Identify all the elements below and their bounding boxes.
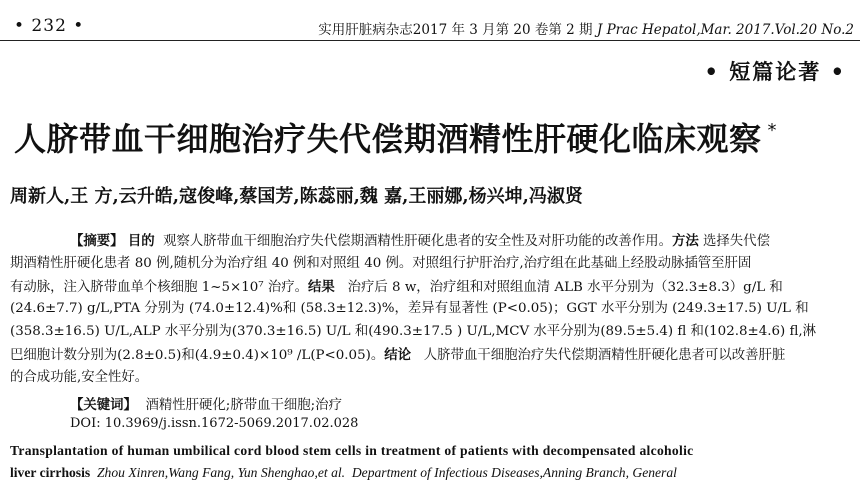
title-footnote-mark: * xyxy=(767,120,778,141)
doi: DOI: 10.3969/j.issn.1672-5069.2017.02.028 xyxy=(70,416,359,431)
results-heading: 结果 xyxy=(308,278,335,295)
objective-heading: 目的 xyxy=(127,233,155,249)
abstract xyxy=(10,230,850,390)
journal-en: J Prac Hepatol,Mar. 2017.Vol.20 No.2 xyxy=(596,22,854,38)
title-text: 人脐带血干细胞治疗失代偿期酒精性肝硬化临床观察 xyxy=(14,120,762,158)
section-label: • 短篇论著 • xyxy=(704,59,846,84)
journal-info xyxy=(318,18,854,38)
keywords-text: 酒精性肝硬化;脐带血干细胞;治疗 xyxy=(145,398,342,413)
results-text-start: 治疗后 8 w，治疗组和对照组血清 ALB 水平分别为（32.3±8.3）g/L 和 xyxy=(347,279,783,295)
english-authors: Zhou Xinren,Wang Fang, Yun Shenghao,et al. xyxy=(96,465,346,480)
methods-text-end: 有动脉，注入脐带血单个核细胞 1~5×10⁷ 治疗。 xyxy=(10,279,309,295)
page-number: • 232 • xyxy=(14,16,85,36)
english-title-line-1: Transplantation of human umbilical cord blood stem cells in treatment of patients with decompensated alcoholic xyxy=(10,443,694,458)
abstract-line-4: (24.6±7.7) g/L,PTA 分别为 (74.0±12.4)%和 (58.3±12.3)%，差异有显著性 (P<0.05)；GGT 水平分别为 (249.3±17.5) U/L 和 xyxy=(10,301,809,317)
english-title-block xyxy=(10,440,850,484)
abstract-label: 【摘要】 xyxy=(70,233,124,249)
abstract-line-3 xyxy=(10,276,850,299)
keywords-label: 【关键词】 xyxy=(70,397,137,413)
abstract-line-5: (358.3±16.5) U/L,ALP 水平分别为(370.3±16.5) U/L 和(490.3±17.5 ) U/L,MCV 水平分别为(89.5±5.4) fl 和(102.8±4.6) fl,淋 xyxy=(10,324,817,340)
abstract-line-6 xyxy=(10,344,850,367)
english-title-end: liver cirrhosis xyxy=(10,465,91,480)
keywords xyxy=(70,394,342,413)
running-header xyxy=(0,14,860,41)
english-affiliation: Department of Infectious Diseases,Anning Branch, General xyxy=(351,465,677,480)
conclusion-heading: 结论 xyxy=(384,346,411,363)
abstract-line-7: 的合成功能,安全性好。 xyxy=(10,369,149,385)
methods-text-start: 选择失代偿 xyxy=(703,234,770,249)
abstract-line-1 xyxy=(10,230,850,253)
objective-text: 观察人脐带血干细胞治疗失代偿期酒精性肝硬化患者的安全性及对肝功能的改善作用。 xyxy=(163,234,672,249)
article-title xyxy=(14,114,777,160)
abstract-line-2: 期酒精性肝硬化患者 80 例,随机分为治疗组 40 例和对照组 40 例。对照组行护肝治疗,治疗组在此基础上经股动脉插管至肝固 xyxy=(10,255,752,271)
english-title-line-2 xyxy=(10,462,850,484)
journal-cn: 实用肝脏病杂志2017 年 3 月第 20 卷第 2 期 xyxy=(318,22,593,38)
methods-heading: 方法 xyxy=(671,233,699,249)
conclusion-text-start: 人脐带血干细胞治疗失代偿期酒精性肝硬化患者可以改善肝脏 xyxy=(423,347,786,363)
author-list: 周新人,王 方,云升皓,寇俊峰,蔡国芳,陈蕊丽,魏 嘉,王丽娜,杨兴坤,冯淑贤 xyxy=(10,186,583,207)
results-text-end: 巴细胞计数分别为(2.8±0.5)和(4.9±0.4)×10⁹ /L(P<0.05)。 xyxy=(10,347,385,363)
